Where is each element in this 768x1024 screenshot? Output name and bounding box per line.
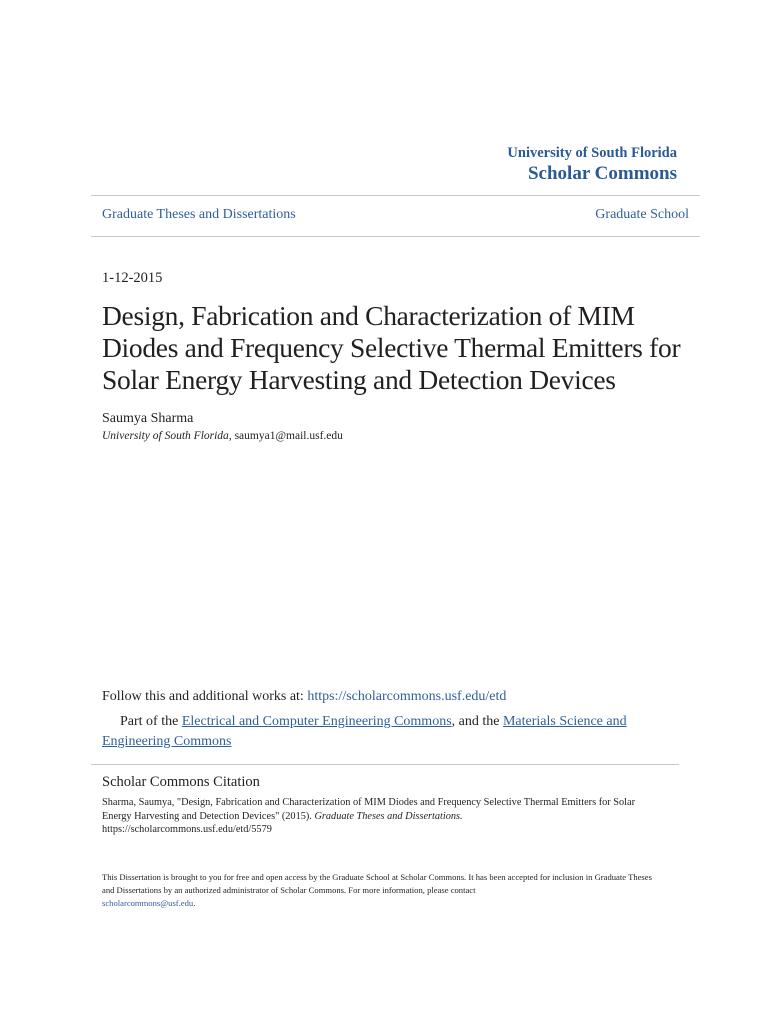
author-name: Saumya Sharma <box>102 411 194 426</box>
repository-logo <box>507 145 677 185</box>
document-title: Design, Fabrication and Characterization of MIM Diodes and Frequency Selective Thermal Emitters for Solar Energy Harvesting and Detection Devices <box>102 300 681 395</box>
graduate-theses-link[interactable]: Graduate Theses and Dissertations <box>102 207 296 222</box>
graduate-school-link[interactable]: Graduate School <box>595 207 689 222</box>
affiliation-name: University of South Florida <box>102 430 229 442</box>
divider-top <box>91 195 700 196</box>
divider-nav <box>91 236 700 237</box>
footnote-text: This Dissertation is brought to you for free and open access by the Graduate School at Scholar Commons. It has been accepted for inclusion in Graduate Theses and Dissertations by an authorized administrator of Scholar Commons. For more information, please contact <box>102 872 652 895</box>
divider-citation <box>91 764 679 765</box>
part-of-prefix: Part of the <box>120 714 179 729</box>
materials-commons-link[interactable]: Materials Science and Engineering Commons <box>102 714 627 749</box>
author-email: saumya1@mail.usf.edu <box>234 430 343 442</box>
citation-url: https://scholarcommons.usf.edu/etd/5579 <box>102 824 272 835</box>
citation-text <box>102 796 662 837</box>
ece-commons-link[interactable]: Electrical and Computer Engineering Commons <box>181 714 452 729</box>
follow-line <box>102 689 506 705</box>
part-of-line <box>102 712 662 752</box>
repository-url-link[interactable]: https://scholarcommons.usf.edu/etd <box>307 689 507 704</box>
repository-name: Scholar Commons <box>527 163 677 184</box>
citation-heading: Scholar Commons Citation <box>102 774 260 790</box>
citation-series: Graduate Theses and Dissertations. <box>314 810 463 822</box>
publication-date: 1-12-2015 <box>102 270 163 286</box>
part-of-middle: , and the <box>451 714 500 729</box>
citation-body: Sharma, Saumya, "Design, Fabrication and Characterization of MIM Diodes and Frequency Selective Thermal Emitters for Solar Energy Harvesting and Detection Devices" (2015). <box>102 797 636 822</box>
university-name: University of South Florida <box>507 145 677 161</box>
footnote-end: . <box>193 898 196 908</box>
follow-label: Follow this and additional works at: <box>102 689 304 704</box>
contact-email-link[interactable]: scholarcommons@usf.edu <box>102 898 194 908</box>
author-affiliation: University of South Florida, saumya1@mail.usf.edu <box>102 430 343 442</box>
access-footnote <box>102 871 662 910</box>
